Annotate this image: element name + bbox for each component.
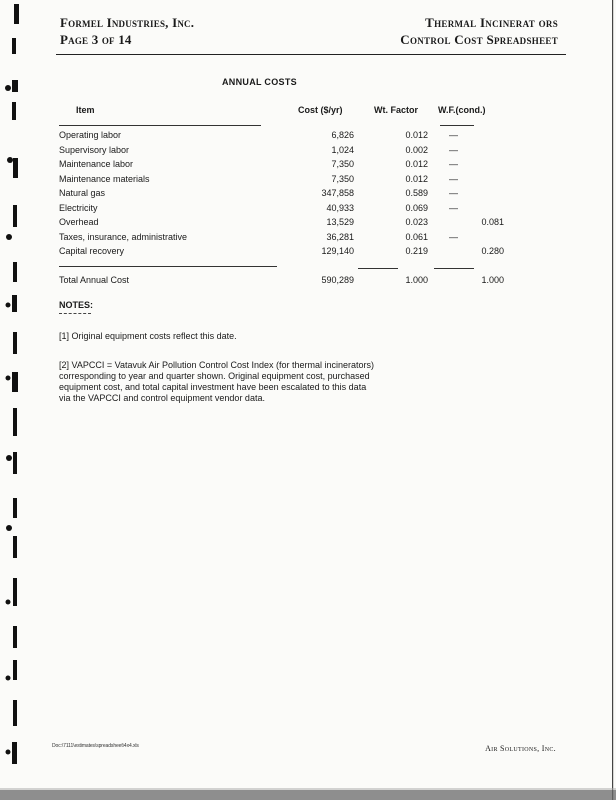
column-header-wf-cond: W.F.(cond.) <box>438 105 486 115</box>
cell-item: Operating labor <box>59 130 122 140</box>
scan-right-edge <box>606 0 616 800</box>
cell-dash: — <box>449 231 458 242</box>
cell-item: Overhead <box>59 217 99 227</box>
cell-wt-factor: 0.061 <box>405 231 428 242</box>
document-header-left <box>60 14 194 48</box>
cell-wt-factor: 0.002 <box>405 144 428 155</box>
table-row <box>0 232 616 245</box>
cell-cost: 40,933 <box>326 202 354 213</box>
rows-bottom-rule <box>59 266 277 267</box>
cell-item: Capital recovery <box>59 246 125 256</box>
cell-cost: 7,350 <box>331 173 354 184</box>
scan-bottom-edge <box>0 788 616 800</box>
cell-dash: — <box>449 202 458 213</box>
total-label: Total Annual Cost <box>59 275 130 285</box>
cell-item: Maintenance labor <box>59 159 134 169</box>
cell-cost: 13,529 <box>326 217 354 227</box>
table-row <box>0 217 616 230</box>
cell-item: Maintenance materials <box>59 173 150 184</box>
cell-wt-factor: 0.012 <box>405 130 428 140</box>
cell-cost: 36,281 <box>326 231 354 242</box>
cell-dash: — <box>449 173 458 184</box>
cell-wt-factor: 0.012 <box>405 173 428 184</box>
document-title-line1: Thermal Incinerat ors <box>425 15 558 30</box>
notes-title-underline <box>59 313 91 314</box>
cell-wt-factor: 0.023 <box>405 217 428 227</box>
cell-cost: 347,858 <box>321 188 354 198</box>
table-row <box>0 130 616 143</box>
footer-company: Air Solutions, Inc. <box>485 744 556 753</box>
table-row <box>0 203 616 216</box>
company-name: Formel Industries, Inc. <box>60 15 195 30</box>
cell-item: Natural gas <box>59 188 106 198</box>
wt-factor-sum-rule <box>358 268 398 269</box>
header-underline <box>59 125 261 126</box>
table-row <box>0 246 616 259</box>
table-row <box>0 174 616 187</box>
cell-item: Electricity <box>59 202 98 213</box>
total-cost: 590,289 <box>321 275 354 285</box>
cell-cost: 1,024 <box>331 144 354 155</box>
cell-wt-factor: 0.219 <box>405 246 428 256</box>
cell-wt-factor: 0.012 <box>405 159 428 169</box>
wf-cond-sum-rule <box>434 268 474 269</box>
cell-cost: 129,140 <box>321 246 354 256</box>
cell-wf-cond: 0.280 <box>481 246 504 256</box>
cell-dash: — <box>449 130 458 140</box>
cell-cost: 6,826 <box>331 130 354 140</box>
notes-title: NOTES: <box>59 300 94 310</box>
column-header-cost: Cost ($/yr) <box>298 105 343 115</box>
cell-dash: — <box>449 188 458 198</box>
table-row <box>0 145 616 158</box>
note-2: [2] VAPCCI = Vatavuk Air Pollution Control Cost Index (for thermal incinerators) corresponding to year and quarter shown. Original equipment cost, purchased equipment cost, and total capital investment have been escalated to this data via the VAPCCI and control equipment vendor data. <box>59 360 375 403</box>
cell-dash: — <box>449 144 458 155</box>
cell-item: Supervisory labor <box>59 144 130 155</box>
section-title: ANNUAL COSTS <box>222 77 297 87</box>
header-rule <box>56 54 566 55</box>
scan-binder-marks <box>0 0 40 800</box>
table-row <box>0 159 616 172</box>
cell-wt-factor: 0.069 <box>405 202 428 213</box>
wf-cond-underline <box>440 125 474 126</box>
cell-cost: 7,350 <box>331 159 354 169</box>
total-wt-factor: 1.000 <box>405 275 428 285</box>
document-header-right <box>400 14 558 48</box>
cell-wf-cond: 0.081 <box>481 217 504 227</box>
document-title-line2: Control Cost Spreadsheet <box>400 32 558 47</box>
cell-item: Taxes, insurance, administrative <box>59 231 188 242</box>
table-row <box>0 188 616 201</box>
cell-wt-factor: 0.589 <box>405 188 428 198</box>
note-1: [1] Original equipment costs reflect this date. <box>59 331 237 341</box>
column-header-item: Item <box>76 105 95 115</box>
column-header-wt-factor: Wt. Factor <box>374 105 418 115</box>
cell-dash: — <box>449 159 458 169</box>
page-number: Page 3 of 14 <box>60 32 132 47</box>
footer-file-path: Doc:\7111\estimates\spreadsheet\4x4.xls <box>52 743 139 749</box>
total-wf-cond: 1.000 <box>481 275 504 285</box>
